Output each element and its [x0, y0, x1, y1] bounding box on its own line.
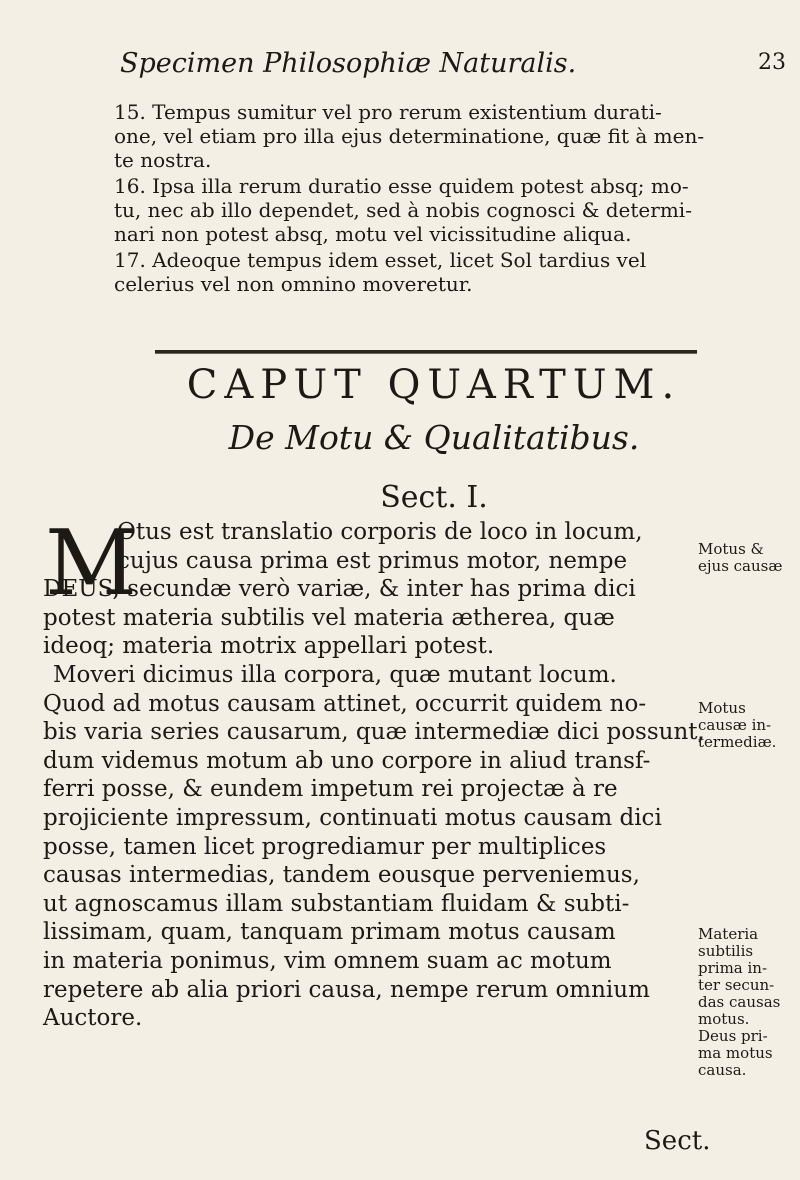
text-line: ferri posse, & eundem impetum rei projectæ à re	[43, 776, 618, 803]
paragraph-15	[114, 100, 712, 172]
text-line: nari non potest absq, motu vel vicissitudine aliqua.	[114, 222, 632, 246]
text-line: cujus causa prima est primus motor, nempe	[117, 547, 628, 574]
text-line: 16. Ipsa illa rerum duratio esse quidem potest absq; mo-	[114, 174, 689, 198]
text-line: dum videmus motum ab uno corpore in aliud transf-	[43, 747, 651, 774]
text-line: in materia ponimus, vim omnem suam ac motum	[43, 947, 612, 974]
text-line: te nostra.	[114, 148, 212, 172]
text-line: lissimam, quam, tanquam primam motus causam	[43, 919, 616, 946]
text-line: 17. Adeoque tempus idem esset, licet Sol tardius vel	[114, 248, 647, 272]
text-line: DEUS, secundæ verò variæ, & inter has prima dici	[43, 576, 636, 603]
margin-note-line: ter secun-	[698, 976, 775, 994]
text-line: repetere ab alia priori causa, nempe rerum omnium	[43, 976, 650, 1003]
text-line: tu, nec ab illo dependet, sed à nobis cognosci & determi-	[114, 198, 692, 222]
margin-note	[698, 700, 796, 751]
text-line: projiciente impressum, continuati motus causam dici	[43, 804, 662, 831]
chapter-heading: CAPUT QUARTUM.	[186, 362, 682, 408]
margin-note-line: subtilis	[698, 942, 754, 960]
drop-cap: M	[45, 511, 138, 616]
page-number: 23	[758, 50, 786, 75]
margin-note-line: Motus	[698, 699, 746, 717]
margin-note-line: ma motus	[698, 1044, 773, 1062]
catchword: Sect.	[644, 1126, 711, 1156]
text-line: celerius vel non omnino moveretur.	[114, 272, 473, 296]
margin-note-line: motus.	[698, 1010, 750, 1028]
ornamental-rule	[155, 350, 697, 354]
section-heading: Sect. I.	[380, 480, 488, 515]
text-line: ideoq; materia motrix appellari potest.	[43, 633, 495, 660]
text-line: Otus est translatio corporis de loco in locum,	[117, 519, 643, 545]
text-line: potest materia subtilis vel materia ætherea, quæ	[43, 604, 615, 631]
text-line: bis varia series causarum, quæ intermediæ dici possunt,	[43, 719, 705, 746]
text-line: posse, tamen licet progrediamur per multiplices	[43, 833, 607, 860]
margin-note-line: prima in-	[698, 959, 768, 977]
text-line: Moveri dicimus illa corpora, quæ mutant locum.	[53, 661, 617, 688]
running-title: Specimen Philosophiæ Naturalis.	[120, 48, 577, 79]
margin-note	[698, 926, 796, 1079]
margin-note	[698, 541, 796, 575]
text-line: 15. Tempus sumitur vel pro rerum existentium durati-	[114, 100, 662, 124]
margin-note-line: Motus &	[698, 540, 764, 558]
margin-note-line: causæ in-	[698, 716, 772, 734]
paragraph-17	[114, 248, 712, 296]
paragraph-16	[114, 174, 712, 246]
margin-note-line: causa.	[698, 1061, 747, 1079]
margin-note-line: ejus causæ	[698, 557, 783, 575]
text-line: causas intermedias, tandem eousque perveniemus,	[43, 862, 640, 889]
text-line: Auctore.	[43, 1005, 143, 1032]
chapter-subtitle: De Motu & Qualitatibus.	[228, 418, 640, 457]
text-line: one, vel etiam pro illa ejus determinatione, quæ fit à men-	[114, 124, 705, 148]
margin-note-line: termediæ.	[698, 733, 777, 751]
margin-note-line: Materia	[698, 925, 759, 943]
text-line: Quod ad motus causam attinet, occurrit quidem no-	[43, 690, 647, 717]
margin-note-line: das causas	[698, 993, 781, 1011]
body-text	[43, 511, 705, 1033]
text-line: ut agnoscamus illam substantiam fluidam & subti-	[43, 890, 630, 917]
margin-note-line: Deus pri-	[698, 1027, 768, 1045]
